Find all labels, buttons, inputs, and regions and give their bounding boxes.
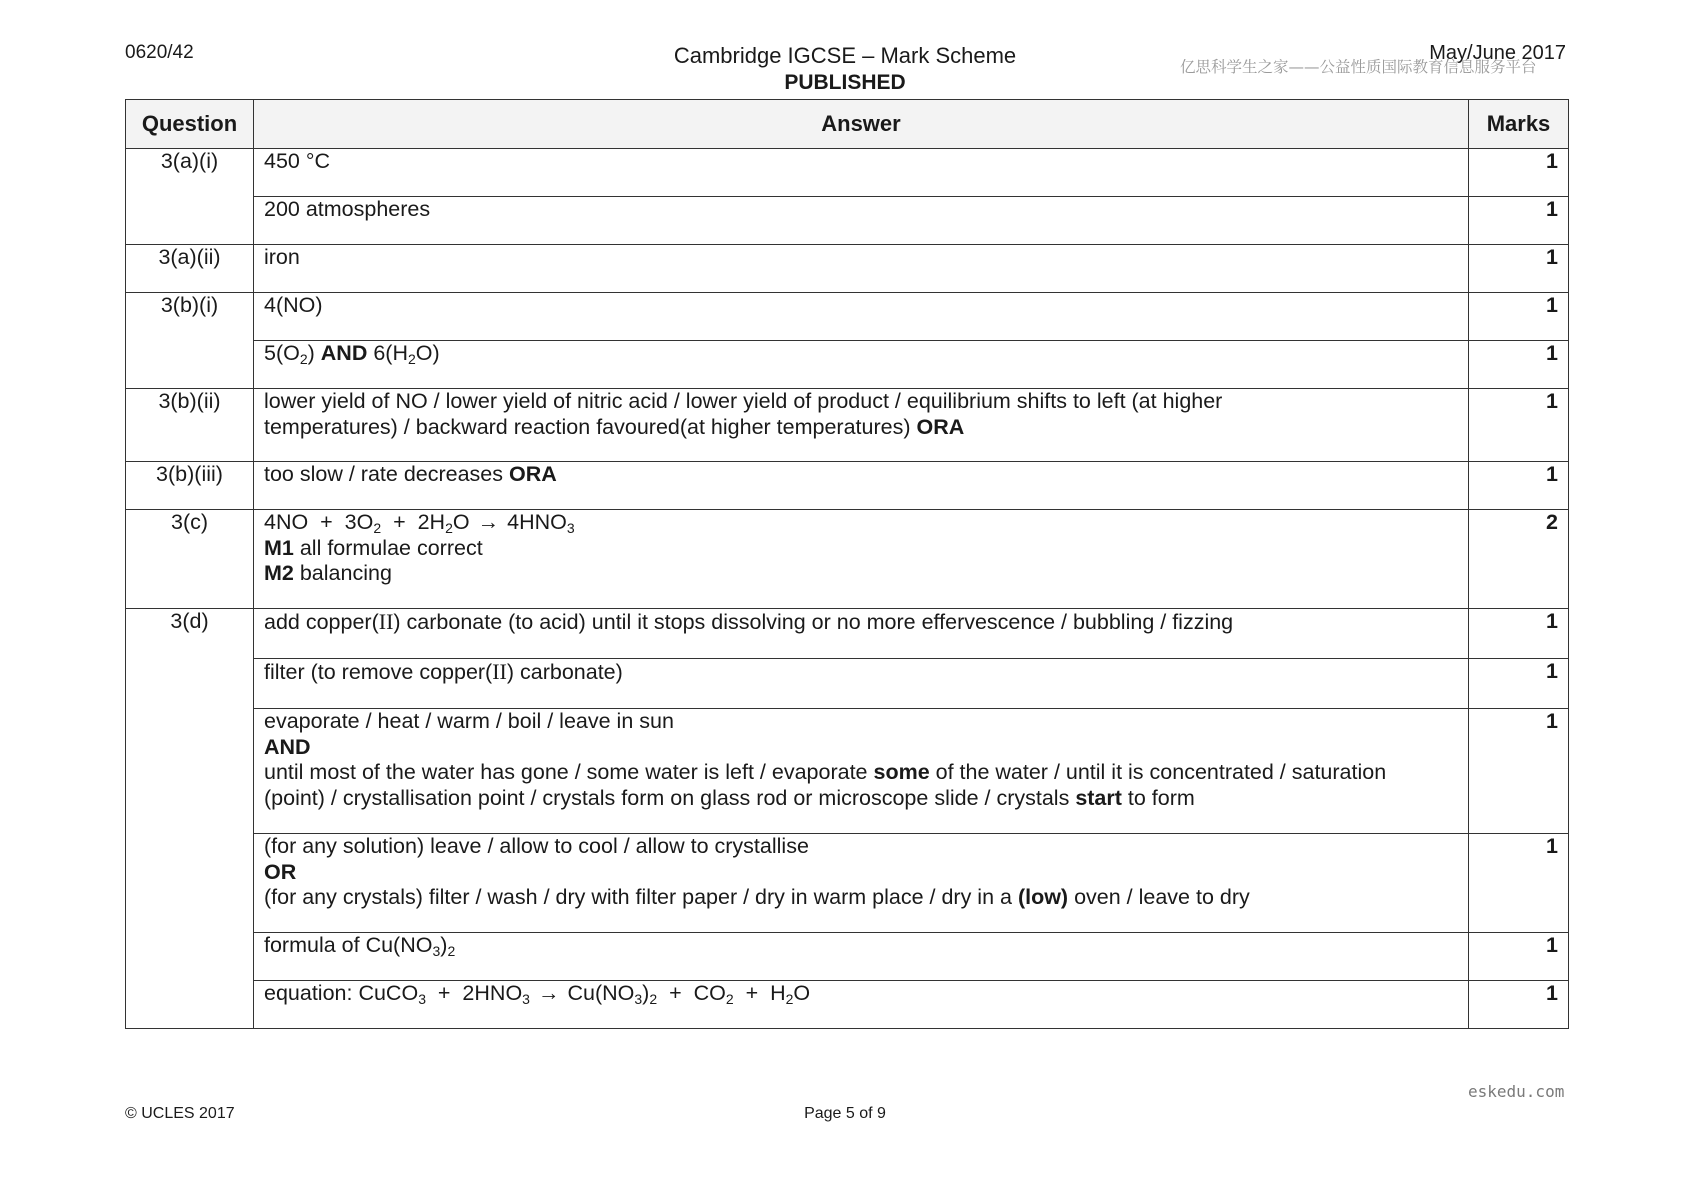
question-label: 3(c)	[126, 510, 254, 609]
table-row	[126, 245, 1569, 293]
text-run: temperatures) / backward reaction favoured(at higher temperatures)	[264, 414, 917, 439]
site-watermark: eskedu.com	[1468, 1082, 1565, 1101]
mark-cell: 1	[1469, 709, 1569, 834]
question-label: 3(b)(ii)	[126, 389, 254, 462]
table-row	[126, 709, 1569, 834]
table-row	[126, 341, 1569, 389]
mark-cell: 2	[1469, 510, 1569, 609]
text-run: filter (to remove copper(	[264, 660, 493, 684]
subscript: 3	[566, 520, 575, 536]
exam-session: May/June 2017	[1429, 42, 1566, 64]
keyword-or: OR	[264, 859, 297, 884]
text-run: of the water / until it is concentrated / saturation	[929, 760, 1387, 784]
answer-cell	[254, 709, 1469, 834]
question-label: 3(a)(i)	[126, 149, 254, 245]
mark-cell: 1	[1469, 834, 1569, 933]
subscript: 3	[634, 991, 643, 1007]
roman-numeral: II	[492, 659, 507, 684]
subscript: 3	[418, 991, 426, 1007]
answer-cell	[254, 933, 1469, 981]
mark-scheme-table	[125, 99, 1569, 1029]
text-run: + CO	[657, 981, 726, 1005]
text-run: balancing	[293, 561, 392, 585]
subscript: 2	[445, 520, 453, 536]
answer-line	[264, 536, 1458, 562]
table-row	[126, 981, 1569, 1029]
reaction-arrow: →	[537, 981, 560, 1005]
mark-cell: 1	[1469, 659, 1569, 709]
marking-point-m1: M1	[264, 535, 294, 560]
answer-cell	[254, 341, 1469, 389]
emphasis: (low)	[1017, 885, 1069, 909]
keyword-and: AND	[320, 341, 368, 365]
table-row	[126, 462, 1569, 510]
text-run: until most of the water has gone / some water is left / evaporate	[264, 760, 874, 784]
chemical-equation	[254, 981, 1469, 1029]
header-answer: Answer	[254, 100, 1469, 149]
page-number: Page 5 of 9	[804, 1105, 886, 1122]
text-run: + 2HNO	[425, 981, 523, 1005]
mark-cell: 1	[1469, 293, 1569, 341]
text-run: 6(H	[367, 341, 408, 365]
subscript: 2	[408, 351, 416, 367]
subscript: 2	[373, 520, 382, 536]
marking-point-m2: M2	[264, 561, 294, 585]
text-run: (point) / crystallisation point / crystals form on glass rod or microscope slide / crystals	[264, 785, 1076, 810]
text-run: O)	[415, 341, 440, 365]
answer-line: lower yield of NO / lower yield of nitric acid / lower yield of product / equilibrium shifts to left (at higher	[264, 389, 1223, 413]
table-row	[126, 510, 1569, 609]
mark-cell: 1	[1469, 149, 1569, 197]
table-row	[126, 659, 1569, 709]
text-run: O	[793, 981, 811, 1005]
text-run: )	[307, 341, 321, 365]
question-label: 3(b)(i)	[126, 293, 254, 389]
chemical-equation	[264, 510, 1458, 536]
answer-line: (for any solution) leave / allow to cool / allow to crystallise	[264, 834, 809, 858]
copyright-notice: © UCLES 2017	[125, 1105, 235, 1122]
answer-cell	[254, 609, 1469, 659]
answer-cell: 450 °C	[254, 149, 1469, 197]
text-run: (for any crystals) filter / wash / dry with filter paper / dry in warm place / dry in a	[264, 885, 1018, 909]
answer-cell: 200 atmospheres	[254, 197, 1469, 245]
answer-cell: iron	[254, 245, 1469, 293]
subscript: 2	[785, 991, 794, 1007]
table-row	[126, 293, 1569, 341]
document-heading	[540, 42, 1150, 96]
document-code: 0620/42	[125, 42, 194, 63]
text-run: ) carbonate (to acid) until it stops dissolving or no more effervescence / bubbling / fizzing	[393, 610, 1234, 634]
table-row	[126, 609, 1569, 659]
subscript: 2	[725, 991, 734, 1007]
mark-cell: 1	[1469, 245, 1569, 293]
text-run: Cu(NO	[567, 981, 635, 1005]
text-run: )	[642, 981, 650, 1005]
text-run: to form	[1121, 785, 1195, 810]
mark-cell: 1	[1469, 609, 1569, 659]
watermark-text: 亿思科学生之家——公益性质国际教育信息服务平台	[1180, 58, 1537, 76]
header-question: Question	[126, 100, 254, 149]
document-status: PUBLISHED	[784, 71, 906, 94]
answer-cell	[254, 834, 1469, 933]
text-run: 5(O	[264, 341, 300, 365]
text-run: too slow / rate decreases	[264, 462, 509, 486]
question-label: 3(b)(iii)	[126, 462, 254, 510]
answer-line	[264, 885, 1458, 911]
emphasis: start	[1075, 785, 1122, 810]
table-row	[126, 149, 1569, 197]
mark-cell: 1	[1469, 462, 1569, 510]
answer-cell: 4(NO)	[254, 293, 1469, 341]
text-run: formula of Cu(NO	[264, 933, 433, 957]
question-label: 3(d)	[126, 609, 254, 1029]
answer-line	[264, 760, 1458, 786]
question-label: 3(a)(ii)	[126, 245, 254, 293]
text-run: equation: CuCO	[264, 981, 419, 1005]
header-marks: Marks	[1469, 100, 1569, 149]
answer-cell	[254, 659, 1469, 709]
mark-cell: 1	[1469, 389, 1569, 462]
subscript: 2	[299, 351, 308, 367]
table-row	[126, 834, 1569, 933]
text-run: oven / leave to dry	[1068, 885, 1250, 909]
answer-line: evaporate / heat / warm / boil / leave in sun	[264, 709, 674, 733]
text-run: ) carbonate)	[506, 660, 623, 684]
keyword-ora: ORA	[916, 414, 965, 439]
table-header-row	[126, 100, 1569, 149]
subscript: 3	[432, 943, 441, 959]
answer-cell	[254, 510, 1469, 609]
mark-cell: 1	[1469, 981, 1569, 1029]
subscript: 3	[522, 991, 530, 1007]
emphasis: some	[873, 760, 930, 784]
table-row	[126, 933, 1569, 981]
table-row	[126, 197, 1569, 245]
table-row	[126, 389, 1569, 462]
reaction-arrow: →	[477, 510, 500, 534]
text-run: all formulae correct	[293, 535, 483, 560]
text-run: add copper(	[264, 610, 379, 634]
mark-cell: 1	[1469, 933, 1569, 981]
text-run: 4HNO	[507, 510, 567, 534]
text-run: 4NO + 3O	[264, 510, 374, 534]
mark-cell: 1	[1469, 341, 1569, 389]
document-title: Cambridge IGCSE – Mark Scheme	[673, 43, 1017, 68]
subscript: 2	[447, 943, 456, 959]
text-run: + 2H	[381, 510, 446, 534]
roman-numeral: II	[378, 609, 394, 634]
text-run: O	[452, 510, 470, 534]
answer-line	[264, 561, 1458, 587]
text-run: )	[440, 933, 448, 957]
answer-cell	[254, 389, 1469, 462]
answer-line	[264, 415, 1458, 441]
mark-cell: 1	[1469, 197, 1569, 245]
answer-cell	[254, 462, 1469, 510]
subscript: 2	[649, 991, 658, 1007]
text-run: + H	[733, 981, 786, 1005]
keyword-ora: ORA	[508, 462, 557, 486]
keyword-and: AND	[264, 734, 311, 759]
answer-line	[264, 786, 1458, 812]
